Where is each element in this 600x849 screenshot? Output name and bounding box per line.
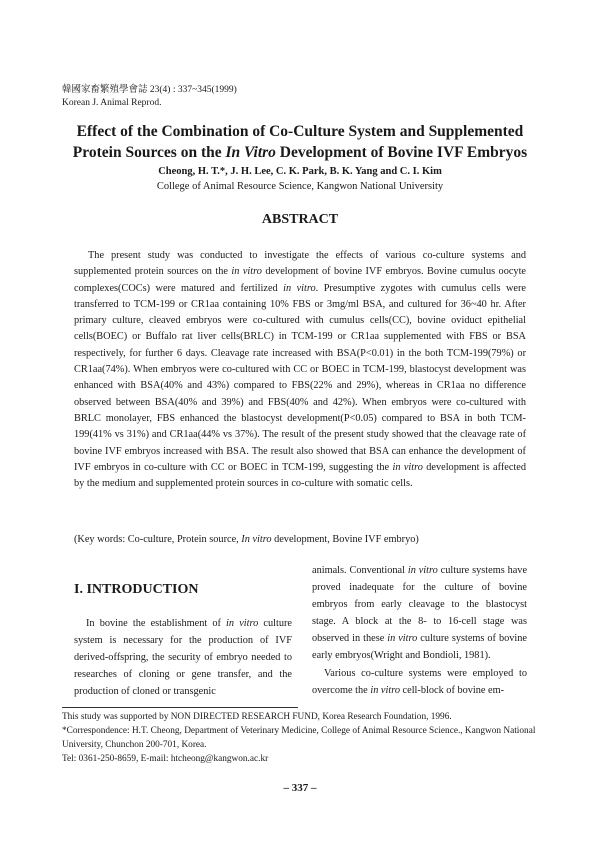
journal-english-title: Korean J. Animal Reprod. — [62, 98, 162, 108]
title-line-2: Protein Sources on the In Vitro Development of Bovine IVF Embryos — [72, 144, 528, 161]
intro-paragraph-1: In bovine the establishment of in vitro culture system is necessary for the production of IVF derived-offspring, the security of embryo needed to researches of cloning or gene transfer, and the production of cloned or transgenic — [74, 618, 292, 697]
affiliation: College of Animal Resource Science, Kangwon National University — [156, 181, 444, 192]
funding-note: This study was supported by NON DIRECTED RESEARCH FUND, Korea Research Foundation, 1996. — [62, 712, 452, 722]
journal-korean-title: 韓國家畜繁殖學會誌 23(4) : 337~345(1999) — [62, 85, 237, 95]
author-list: Cheong, H. T.*, J. H. Lee, C. K. Park, B. K. Yang and C. I. Kim — [158, 166, 442, 177]
keywords: (Key words: Co-culture, Protein source, In vitro development, Bovine IVF embryo) — [74, 534, 419, 545]
paper-title — [40, 121, 560, 163]
journal-citation — [62, 84, 237, 110]
left-column — [74, 575, 292, 700]
footnotes — [62, 710, 542, 766]
intro-paragraph-2: Various co-culture systems were employed to overcome the in vitro cell-block of bovine em- — [312, 668, 527, 696]
intro-paragraph-1-continued: animals. Conventional in vitro culture systems have proved inadequate for the culture of bovine embryos from early cleavage to the blastocyst stage. A block at the 8- to 16-cell stage was observed in these in vitro culture systems of bovine early embryos(Wright and Bondioli, 1981). — [312, 565, 528, 661]
footnote-divider — [62, 707, 298, 708]
introduction-heading: I. INTRODUCTION — [74, 582, 199, 597]
contact-note: Tel: 0361-250-8659, E-mail: htcheong@kangwon.ac.kr — [62, 754, 269, 764]
title-line-1: Effect of the Combination of Co-Culture System and Supplemented — [76, 123, 524, 140]
right-column — [312, 562, 527, 699]
abstract-heading: ABSTRACT — [261, 212, 339, 227]
abstract-body: The present study was conducted to investigate the effects of various co-culture systems and supplemented protein sources on the in vitro development of bovine IVF embryos. Bovine cumulus oocyte complexes(COCs) were matured and fertilized in vitro. Presumptive zygotes with cumulus cells were transferred to TCM-199 or CR1aa containing 10% FBS or 3mg/ml BSA, and cultured for 36~40 hr. After primary culture, cleaved embryos were co-cultured with cumulus cells(CC), bovine oviduct epithelial cells(BOEC) or Buffalo rat liver cells(BRLC) in TCM-199 or CR1aa supplemented with FBS or BSA respectively, for further 6 days. Cleavage rate increased with BSA(P<0.01) in the both TCM-199(79%) or CR1aa(74%). When embryos were co-cultured with CC or BOEC in TCM-199, blastocyst development was enhanced with BSA(40% and 43%) compared to FBS(22% and 29%), whereas in CR1aa no difference observed between BSA(40% and 39%) and FBS(40% and 42%). When embryos were co-cultured with BRLC monolayer, FBS enhanced the blastocyst development(P<0.05) compared to BSA in both TCM-199(41% vs 31%) and CR1aa(44% vs 37%). The result of the present study showed that the cleavage rate of bovine IVF embryos increased with BSA. The result also showed that BSA can enhance the development of IVF embryos in co-culture with CC or BOEC in TCM-199, suggesting the in vitro development is affected by the medium and supplemented protein sources in co-culture with somatic cells. — [74, 250, 526, 490]
page-number: – 337 – — [283, 782, 317, 794]
correspondence-note: *Correspondence: H.T. Cheong, Department of Veterinary Medicine, College of Animal Resource Science., Kangwon National University, Chunchon 200-701, Korea. — [62, 726, 536, 750]
